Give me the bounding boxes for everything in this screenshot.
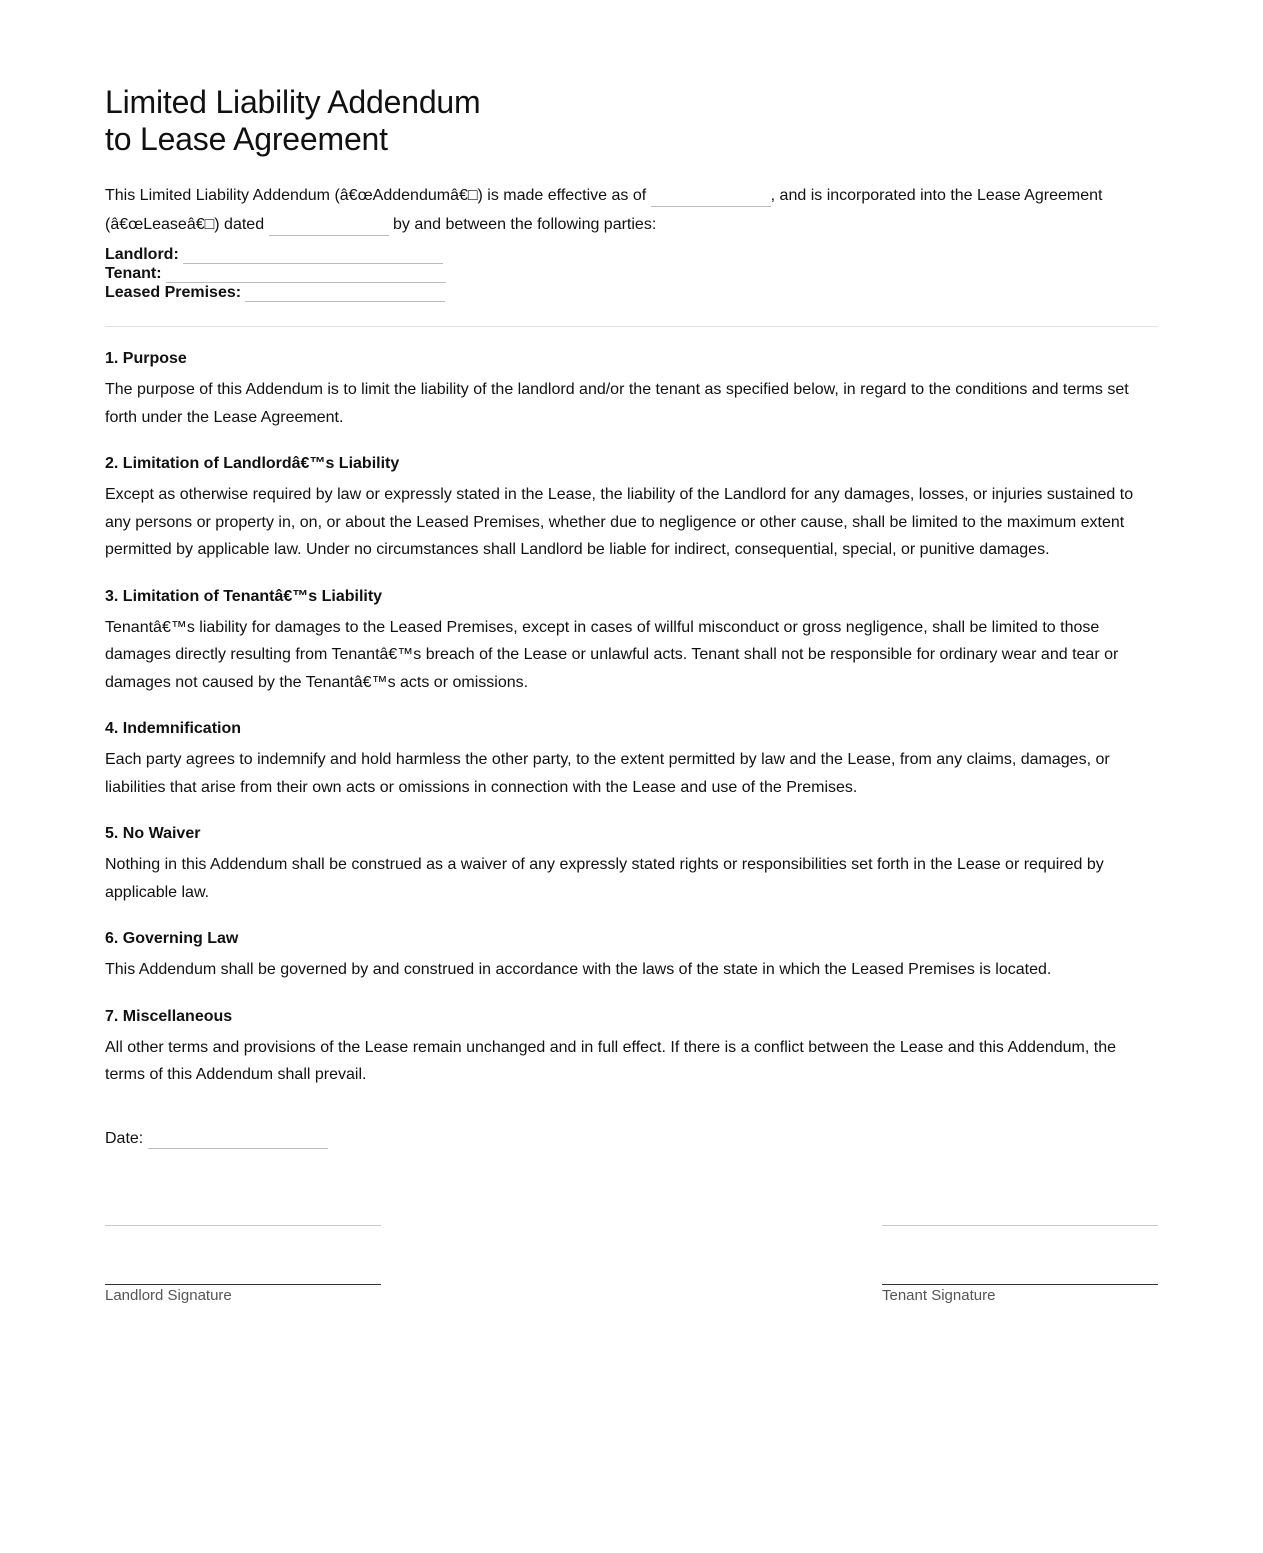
document-title [105, 84, 1158, 158]
tenant-signature-label: Tenant Signature [882, 1286, 996, 1304]
date-row [105, 1129, 1158, 1149]
party-row-landlord [105, 245, 1158, 264]
section-heading: 1. Purpose [105, 350, 187, 367]
section-body: Except as otherwise required by law or expressly stated in the Lease, the liability of the Landlord for any damages, losses, or injuries sustained to any persons or property in, on, or about the Leased Premises, whether due to negligence or other cause, shall be limited to the maximum extent permitted by applicable law. Under no circumstances shall Landlord be liable for indirect, consequential, special, or punitive damages. [105, 486, 1134, 558]
title-line-1: Limited Liability Addendum [105, 84, 481, 120]
section-no-waiver [105, 824, 1158, 906]
section-body: All other terms and provisions of the Lease remain unchanged and in full effect. If there is a conflict between the Lease and this Addendum, the terms of this Addendum shall prevail. [105, 1038, 1116, 1083]
tenant-name-line[interactable] [882, 1225, 1158, 1226]
section-heading: 4. Indemnification [105, 720, 242, 737]
landlord-signature-line[interactable] [105, 1284, 381, 1285]
tenant-signature-line[interactable] [882, 1284, 1158, 1285]
section-heading: 5. No Waiver [105, 825, 201, 842]
intro-paragraph [105, 181, 1158, 239]
section-landlord-liability [105, 454, 1158, 564]
intro-text-2: , and is incorporated into the Lease Agreement (â€œLeaseâ€□) dated [105, 187, 1103, 233]
tenant-label: Tenant: [105, 265, 162, 282]
parties-block [105, 245, 1158, 302]
date-label: Date: [105, 1129, 144, 1147]
section-heading: 2. Limitation of Landlordâ€™s Liability [105, 455, 400, 472]
landlord-field[interactable] [183, 248, 443, 264]
landlord-signature [105, 1225, 381, 1305]
intro-text-1: This Limited Liability Addendum (â€œAddendumâ€□) is made effective as of [105, 187, 651, 204]
intro-text-3: by and between the following parties: [388, 216, 657, 233]
landlord-name-line[interactable] [105, 1225, 381, 1226]
section-purpose [105, 349, 1158, 431]
section-miscellaneous [105, 1007, 1158, 1089]
party-row-premises [105, 283, 1158, 302]
section-body: Tenantâ€™s liability for damages to the Leased Premises, except in cases of willful misconduct or gross negligence, shall be limited to those damages directly resulting from Tenantâ€™s breach of the Lease or unlawful acts. Tenant shall not be responsible for ordinary wear and tear or damages not caused by the Tenantâ€™s acts or omissions. [105, 618, 1119, 691]
title-line-2: to Lease Agreement [105, 121, 388, 157]
section-body: Nothing in this Addendum shall be construed as a waiver of any expressly stated rights or responsibilities set forth in the Lease or required by applicable law. [105, 856, 1104, 901]
signature-block [105, 1225, 1158, 1315]
section-heading: 6. Governing Law [105, 930, 239, 947]
section-body: The purpose of this Addendum is to limit the liability of the landlord and/or the tenant as specified below, in regard to the conditions and terms set forth under the Lease Agreement. [105, 381, 1129, 426]
effective-date-field[interactable] [651, 186, 771, 207]
premises-field[interactable] [245, 286, 445, 302]
tenant-signature [882, 1225, 1158, 1305]
section-tenant-liability [105, 587, 1158, 697]
date-field[interactable] [148, 1130, 328, 1149]
section-heading: 3. Limitation of Tenantâ€™s Liability [105, 587, 383, 605]
landlord-signature-label: Landlord Signature [105, 1286, 232, 1304]
section-body: Each party agrees to indemnify and hold harmless the other party, to the extent permitted by law and the Lease, from any claims, damages, or liabilities that arise from their own acts or omissions in connection with the Lease and use of the Premises. [105, 751, 1110, 796]
landlord-label: Landlord: [105, 246, 179, 263]
lease-date-field[interactable] [269, 215, 389, 236]
section-indemnification [105, 719, 1158, 801]
party-row-tenant [105, 264, 1158, 283]
section-divider [105, 326, 1158, 327]
section-heading: 7. Miscellaneous [105, 1007, 233, 1025]
section-governing-law [105, 929, 1158, 984]
section-body: This Addendum shall be governed by and construed in accordance with the laws of the state in which the Leased Premises is located. [105, 961, 1052, 978]
premises-label: Leased Premises: [105, 284, 242, 301]
tenant-field[interactable] [166, 267, 446, 283]
